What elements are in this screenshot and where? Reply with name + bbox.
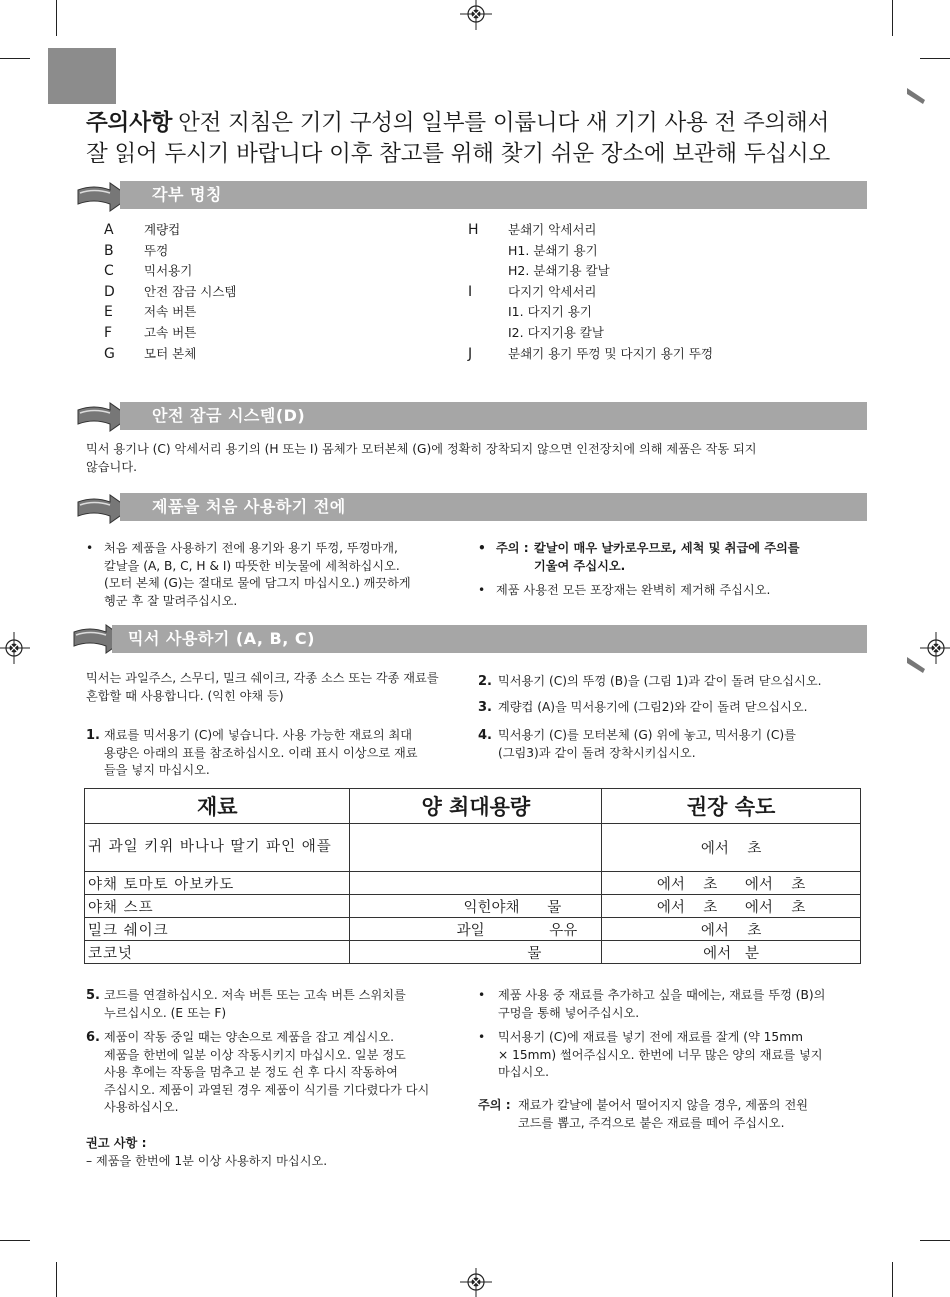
crop-mark xyxy=(920,1240,950,1241)
caution-label: 주의 : xyxy=(478,1098,511,1112)
step-line: 계량컵 (A)을 믹서용기에 (그림2)와 같이 돌려 닫으십시오. xyxy=(498,700,808,714)
ingredient-table xyxy=(84,788,861,964)
lock-line-1: 믹서 용기나 (C) 악세서리 용기의 (H 또는 I) 몸체가 모터본체 (G)에 정확히 장착되지 않으면 인전장치에 의해 제품은 작동 되지 xyxy=(86,442,757,456)
part-label: 믹서용기 xyxy=(144,263,193,279)
registration-mark-icon xyxy=(460,1268,492,1297)
crop-mark xyxy=(0,58,30,59)
part-key: D xyxy=(104,283,115,300)
speed-cell: 에서 초 에서 초 xyxy=(602,895,861,918)
list-item xyxy=(104,323,434,344)
list-item xyxy=(468,241,868,262)
registration-mark-icon xyxy=(0,632,30,664)
first-use-bullet-2: • 제품 사용전 모든 포장재는 완벽히 제거해 주십시오. xyxy=(478,582,878,600)
part-key: B xyxy=(104,242,114,259)
mixer-step-1 xyxy=(86,727,466,780)
tip-bullet-2: • 믹서용기 (C)에 재료를 넣기 전에 재료를 잘게 (약 15mm × 15mm) 썰어주십시오. 한번에 너무 많은 양의 재료를 넣지 마십시오. xyxy=(478,1029,868,1082)
parts-list-left xyxy=(104,220,434,364)
bullet-line: (모터 본체 (G)는 절대로 물에 담그지 마십시오.) 깨끗하게 xyxy=(104,576,411,590)
ingredient-cell: 코코넛 xyxy=(85,941,350,964)
step-line: 믹서용기 (C)의 뚜껑 (B)을 (그림 1)과 같이 돌려 닫으십시오. xyxy=(498,674,822,688)
step-line: 사용하십시오. xyxy=(104,1100,179,1114)
advice-text: – 제품을 한번에 1분 이상 사용하지 마십시오. xyxy=(86,1154,328,1168)
list-item xyxy=(468,261,868,282)
amount-cell: 과일 우유 xyxy=(350,918,602,941)
part-label: 고속 버튼 xyxy=(144,324,197,340)
table-row xyxy=(85,941,861,964)
amount-cell: 물 xyxy=(350,941,602,964)
lock-description xyxy=(86,441,876,476)
section-bar-parts xyxy=(120,181,867,209)
bullet-line: 칼날을 (A, B, C, H & I) 따뜻한 비눗물에 세척하십시오. xyxy=(104,558,400,573)
part-label: 안전 잠금 시스템 xyxy=(144,283,237,299)
part-label: I2. 다지기용 칼날 xyxy=(508,324,605,340)
part-label: H2. 분쇄기용 칼날 xyxy=(508,263,610,279)
step-line: 재료를 믹서용기 (C)에 넣습니다. 사용 가능한 재료의 최대 xyxy=(104,728,413,742)
amount-cell xyxy=(350,824,602,872)
edge-marker-icon xyxy=(905,86,929,106)
step-number: 4. xyxy=(478,728,492,743)
crop-mark xyxy=(892,1262,893,1297)
list-item xyxy=(468,302,868,323)
bullet-line: 믹서용기 (C)에 재료를 넣기 전에 재료를 잘게 (약 15mm xyxy=(498,1030,803,1044)
table-row xyxy=(85,918,861,941)
part-key: J xyxy=(468,345,473,362)
bullet-line: 마십시오. xyxy=(498,1065,549,1079)
ingredient-cell: 야채 토마토 아보카도 xyxy=(85,872,350,895)
crop-mark xyxy=(56,1262,57,1297)
caution-word: 주의사항 xyxy=(86,110,173,136)
part-label: 저속 버튼 xyxy=(144,304,197,320)
step-line: 누르십시오. (E 또는 F) xyxy=(104,1005,227,1020)
mixer-step-6 xyxy=(86,1029,466,1117)
amount-cell: 익힌야채 물 xyxy=(350,895,602,918)
caution-line: 칼날이 매우 날카로우므로, 세척 및 취급에 주의를 xyxy=(534,541,800,555)
first-use-bullet: • 처음 제품을 사용하기 전에 용기와 용기 뚜껑, 뚜껑마개, 칼날을 (A, B, C, H & I) 따뜻한 비눗물에 세척하십시오. (모터 본체 (G)는 절대로 물에 담그지 마십시오.) 깨끗하게 헹군 후 잘 말려주십시오. xyxy=(86,540,466,610)
bullet-line: × 15mm) 썰어주십시오. 한번에 너무 많은 양의 재료를 넣지 xyxy=(498,1047,823,1062)
safety-intro xyxy=(86,108,886,170)
bullet-line: 제품 사용 중 재료를 추가하고 싶을 때에는, 재료를 뚜껑 (B)의 xyxy=(498,988,826,1002)
ingredient-cell: 밀크 쉐이크 xyxy=(85,918,350,941)
part-key: H xyxy=(468,222,479,238)
list-item xyxy=(104,282,434,303)
tip-bullet-1: • 제품 사용 중 재료를 추가하고 싶을 때에는, 재료를 뚜껑 (B)의 구멍을 통해 넣어주십시오. xyxy=(478,987,868,1022)
section-title-mixer: 믹서 사용하기 (A, B, C) xyxy=(128,629,315,648)
section-title-parts: 각부 명칭 xyxy=(152,185,222,204)
step-number: 5. xyxy=(86,988,100,1003)
bullet-line: 구멍을 통해 넣어주십시오. xyxy=(498,1005,640,1020)
table-row xyxy=(85,895,861,918)
ingredient-cell: 야채 스프 xyxy=(85,895,350,918)
table-header-row xyxy=(85,789,861,824)
table-header: 권장 속도 xyxy=(602,789,861,824)
lock-line-2: 않습니다. xyxy=(86,459,137,474)
amount-cell xyxy=(350,872,602,895)
caution-line: 기울여 주십시오. xyxy=(534,558,626,573)
part-label: 분쇄기 용기 뚜껑 및 다지기 용기 뚜껑 xyxy=(508,345,713,361)
crop-mark xyxy=(0,1240,30,1241)
table-row xyxy=(85,824,861,872)
part-label: 다지기 악세서리 xyxy=(508,283,597,299)
step-line: (그림3)과 같이 돌려 장착시키십시오. xyxy=(498,745,696,760)
bullet-line: 제품 사용전 모든 포장재는 완벽히 제거해 주십시오. xyxy=(496,583,771,597)
step-number: 1. xyxy=(86,728,100,743)
chapter-tab xyxy=(48,48,116,104)
section-title-first-use: 제품을 처음 사용하기 전에 xyxy=(152,497,346,516)
advice-title: 권고 사항 : xyxy=(86,1136,147,1150)
part-key: C xyxy=(104,263,114,280)
first-use-caution: • 주의 : 칼날이 매우 날카로우므로, 세척 및 취급에 주의를 기울여 주십시오. xyxy=(478,540,878,575)
part-label: 모터 본체 xyxy=(144,345,197,361)
part-key: F xyxy=(104,324,113,341)
step-line: 용량은 아래의 표를 참조하십시오. 이래 표시 이상으로 재료 xyxy=(104,745,418,760)
step-line: 사용 후에는 작동을 멈추고 분 정도 쉰 후 다시 작동하여 xyxy=(104,1065,398,1079)
part-key: G xyxy=(104,345,115,362)
crop-mark xyxy=(892,0,893,36)
list-item xyxy=(468,323,868,344)
speed-cell: 에서 초 xyxy=(602,918,861,941)
speed-cell: 에서 초 xyxy=(602,824,861,872)
intro-line-1: 안전 지침은 기기 구성의 일부를 이룹니다 새 기기 사용 전 주의해서 xyxy=(178,110,830,136)
step-line: 주십시오. 제품이 과열된 경우 제품이 식기를 기다렸다가 다시 xyxy=(104,1082,430,1097)
part-key: A xyxy=(104,222,114,238)
crop-mark xyxy=(920,58,950,59)
caution-line: 코드를 뽑고, 주걱으로 붙은 재료를 떼어 주십시오. xyxy=(518,1115,785,1130)
section-title-lock: 안전 잠금 시스템(D) xyxy=(152,406,306,425)
bullet-line: 처음 제품을 사용하기 전에 용기와 용기 뚜껑, 뚜껑마개, xyxy=(104,541,398,555)
crop-mark xyxy=(56,0,57,36)
intro-line-2: 잘 읽어 두시기 바랍니다 이후 참고를 위해 찾기 쉬운 장소에 보관해 두십시오 xyxy=(86,141,831,167)
table-header: 재료 xyxy=(85,789,350,824)
part-label: 계량컵 xyxy=(144,222,181,237)
edge-marker-icon xyxy=(905,655,929,675)
speed-cell: 에서 초 에서 초 xyxy=(602,872,861,895)
mixer-intro-line: 혼합할 때 사용합니다. (익힌 야채 등) xyxy=(86,688,284,703)
mixer-intro-line: 믹서는 과일주스, 스무디, 밀크 쉐이크, 각종 소스 또는 각종 재료를 xyxy=(86,671,439,685)
caution-label: 주의 : xyxy=(496,541,529,555)
mixer-step-4 xyxy=(478,727,878,762)
step-number: 3. xyxy=(478,700,492,715)
list-item xyxy=(104,302,434,323)
part-key: I xyxy=(468,283,473,300)
list-item xyxy=(468,282,868,303)
registration-mark-icon xyxy=(460,0,492,30)
mixer-step-5 xyxy=(86,987,466,1022)
list-item xyxy=(468,344,868,365)
mixer-step-2 xyxy=(478,673,878,691)
part-label: 뚜껑 xyxy=(144,242,169,258)
table-row xyxy=(85,872,861,895)
ingredient-cell: 귀 과일 키위 바나나 딸기 파인 애플 xyxy=(85,824,350,872)
caution-line: 재료가 칼날에 붙어서 떨어지지 않을 경우, 제품의 전원 xyxy=(518,1098,809,1112)
step-line: 믹서용기 (C)를 모터본체 (G) 위에 놓고, 믹서용기 (C)를 xyxy=(498,728,796,742)
mixer-step-3 xyxy=(478,699,878,717)
parts-list-right xyxy=(468,220,868,364)
list-item xyxy=(468,220,868,241)
part-label: H1. 분쇄기 용기 xyxy=(508,242,598,258)
step-line: 들을 넣지 마십시오. xyxy=(104,763,210,777)
list-item xyxy=(104,344,434,365)
bottom-caution xyxy=(478,1097,868,1132)
list-item xyxy=(104,241,434,262)
speed-cell: 에서 분 xyxy=(602,941,861,964)
part-label: 분쇄기 악세서리 xyxy=(508,222,597,237)
step-line: 제품을 한번에 일분 이상 작동시키지 마십시오. 일분 정도 xyxy=(104,1047,406,1062)
bullet-line: 헹군 후 잘 말려주십시오. xyxy=(104,593,238,608)
step-line: 코드를 연결하십시오. 저속 버튼 또는 고속 버튼 스위치를 xyxy=(104,988,406,1002)
step-number: 2. xyxy=(478,674,492,689)
table-header: 양 최대용량 xyxy=(350,789,602,824)
list-item xyxy=(104,261,434,282)
part-label: I1. 다지기 용기 xyxy=(508,304,592,320)
part-key: E xyxy=(104,304,113,321)
mixer-intro xyxy=(86,670,466,705)
step-number: 6. xyxy=(86,1030,100,1045)
step-line: 제품이 작동 중일 때는 양손으로 제품을 잡고 계십시오. xyxy=(104,1030,395,1044)
list-item xyxy=(104,220,434,241)
